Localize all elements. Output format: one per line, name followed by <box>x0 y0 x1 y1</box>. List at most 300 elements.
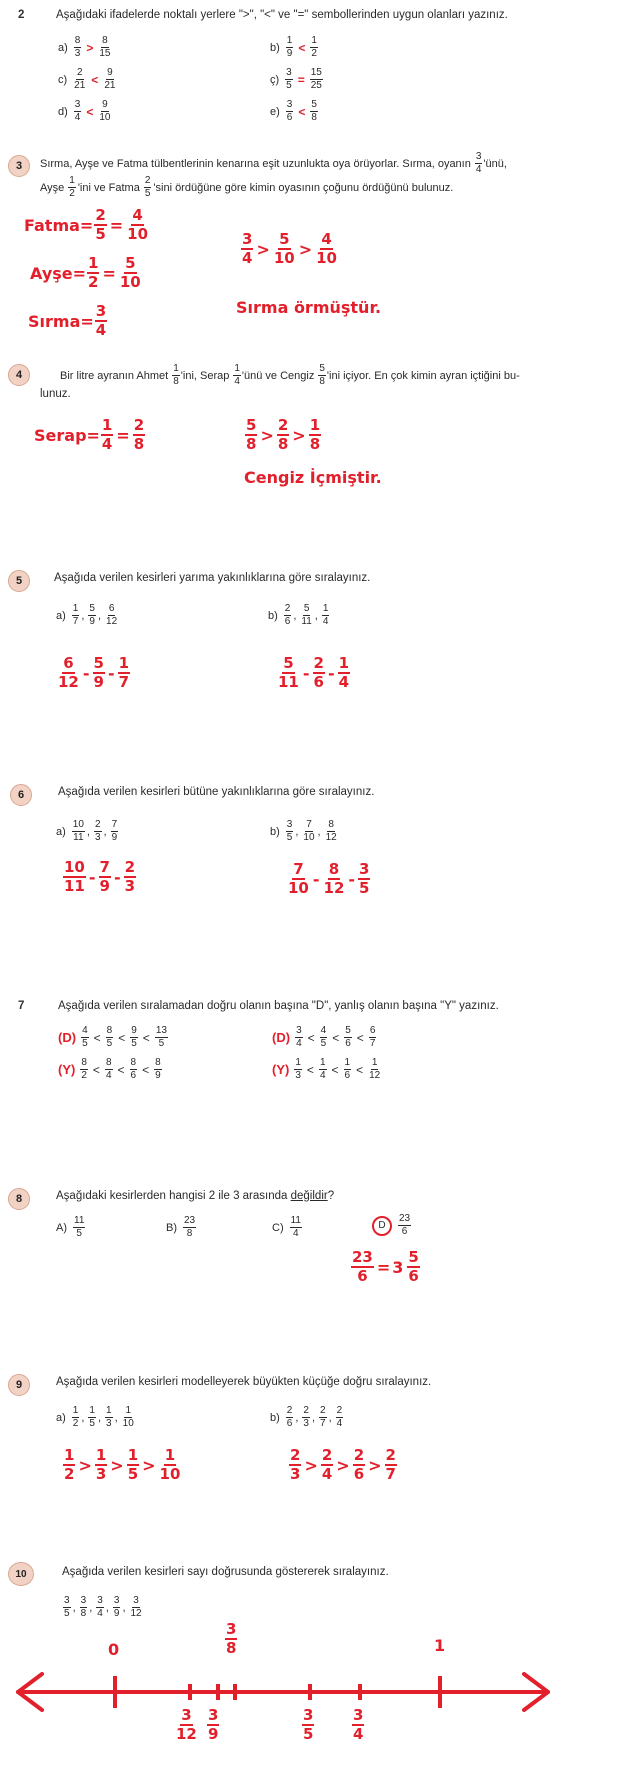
denominator: 21 <box>74 80 86 91</box>
question-3-badge: 3 <box>8 155 30 177</box>
denominator: 10 <box>303 832 315 843</box>
option-label: B) <box>166 1221 177 1234</box>
numerator: 5 <box>319 363 325 374</box>
numerator: 2 <box>286 1405 293 1416</box>
work-label: Fatma= <box>24 215 94 235</box>
denominator: 12 <box>176 1725 197 1743</box>
question-5-badge: 5 <box>8 570 30 592</box>
question-4-badge: 4 <box>8 364 30 386</box>
denominator: 4 <box>322 616 329 627</box>
greater-sign: > <box>298 239 313 259</box>
less-sign: < <box>331 1062 339 1077</box>
numerator: 1 <box>295 1057 301 1068</box>
item-label: b) <box>270 41 280 54</box>
numerator: 5 <box>93 654 104 672</box>
numerator: 6 <box>63 654 74 672</box>
greater-sign: > <box>256 239 270 259</box>
option-label: A) <box>56 1221 67 1234</box>
less-sign: < <box>117 1062 125 1077</box>
text-segment: 'ini ve Fatma <box>77 181 140 194</box>
numerator: 1 <box>101 416 113 434</box>
question-7-number: 7 <box>18 1000 25 1012</box>
denominator: 9 <box>89 616 95 627</box>
q9-given-a: a) $\frac{1}{2}$ , $\frac{1}{5}$ , $\frac{1}{3}$ , $\frac{1}{10}$ <box>56 1405 134 1429</box>
denominator: 7 <box>72 616 79 627</box>
denominator: 7 <box>369 1038 376 1049</box>
question-10-badge: 10 <box>8 1562 34 1586</box>
numerator: 1 <box>322 603 329 614</box>
denominator: 6 <box>344 1070 351 1081</box>
q4-conclusion: Cengiz İçmiştir. <box>244 468 382 487</box>
number-line <box>0 1640 640 1770</box>
numerator: 3 <box>242 230 253 248</box>
numerator: 1 <box>319 1057 326 1068</box>
q7-row-1: ( D ) $\frac{4}{5}$ < $\frac{8}{5}$ < $\frac{9}{5}$ < $\frac{13}{5}$ <box>58 1025 167 1049</box>
q6-answer-a <box>62 860 137 894</box>
item-label: e) <box>270 105 280 118</box>
numerator: 2 <box>320 1405 326 1416</box>
denominator: 6 <box>130 1070 137 1081</box>
text-segment: 'ünü ve Cengiz <box>241 369 315 382</box>
q5-answer-a <box>56 656 131 690</box>
q8-option-d <box>372 1214 412 1237</box>
denominator: 21 <box>104 80 116 91</box>
text-segment: ? <box>327 1190 335 1202</box>
denominator: 3 <box>95 1465 107 1483</box>
number-line-label-3-4 <box>351 1708 365 1742</box>
question-2-text: Aşağıdaki ifadelerde noktalı yerlere ">", "<" ve "=" sembollerinden uygun olanları yazınız. <box>56 9 508 21</box>
denominator: 8 <box>173 376 179 387</box>
numerator: 10 <box>72 819 84 830</box>
greater-sign: > <box>110 1455 124 1475</box>
denominator: 4 <box>353 1725 364 1743</box>
denominator: 3 <box>124 877 136 895</box>
numerator: 5 <box>246 416 257 434</box>
denominator: 5 <box>127 1465 139 1483</box>
greater-sign: > <box>336 1455 350 1475</box>
item-label: d) <box>58 105 68 118</box>
denominator: 15 <box>99 48 111 59</box>
denominator: 2 <box>64 1465 75 1483</box>
numerator: 3 <box>353 1706 364 1724</box>
numerator: 8 <box>328 860 340 878</box>
numerator: 2 <box>353 1446 365 1464</box>
numerator: 1 <box>311 35 317 46</box>
numerator: 2 <box>321 1446 333 1464</box>
denominator: 8 <box>319 376 325 387</box>
equals-sign: = <box>102 263 116 283</box>
numerator: 1 <box>286 35 293 46</box>
item-label: a) <box>56 1411 66 1424</box>
denominator: 4 <box>336 1418 343 1429</box>
text-segment: Aşağıdaki kesirlerden hangisi 2 ile 3 arasında <box>56 1190 288 1202</box>
denominator: 11 <box>301 616 312 627</box>
numerator: 2 <box>385 1446 396 1464</box>
less-sign: < <box>93 1030 101 1045</box>
numerator: 9 <box>102 99 108 110</box>
denominator: 4 <box>475 164 482 175</box>
numerator: 5 <box>303 603 310 614</box>
denominator: 4 <box>319 1070 326 1081</box>
q3-fatma-work <box>24 208 150 242</box>
q7-row-4: ( Y ) $\frac{1}{3}$ < $\frac{1}{4}$ < $\frac{1}{6}$ < $\frac{1}{12}$ <box>272 1057 381 1081</box>
q5-answer-b <box>276 656 351 690</box>
number-line-label-3-9 <box>206 1708 220 1742</box>
q2-item-e <box>270 100 319 123</box>
less-sign: < <box>118 1030 126 1045</box>
number-line-one-label: 1 <box>434 1636 446 1655</box>
numerator: 3 <box>133 1595 139 1606</box>
denominator: 4 <box>97 1608 103 1619</box>
numerator: 1 <box>106 1405 112 1416</box>
answer-mark: D <box>276 1030 286 1045</box>
less-sign: < <box>142 1030 150 1045</box>
numerator: 1 <box>88 254 99 272</box>
less-sign: < <box>356 1030 364 1045</box>
numerator: 8 <box>155 1057 161 1068</box>
dash: - <box>113 867 121 887</box>
answer-mark: D <box>62 1030 72 1045</box>
numerator: 5 <box>89 603 95 614</box>
less-sign: < <box>307 1030 315 1045</box>
numerator: 1 <box>344 1057 351 1068</box>
less-sign: < <box>306 1062 314 1077</box>
denominator: 3 <box>290 1465 301 1483</box>
greater-sign: > <box>78 1455 92 1475</box>
numerator: 1 <box>164 1446 176 1464</box>
equals-sign: = <box>116 425 130 445</box>
numerator: 8 <box>328 819 334 830</box>
equals-sign: = <box>376 1257 391 1277</box>
denominator: 4 <box>242 249 253 267</box>
numerator: 7 <box>293 860 304 878</box>
numerator: 1 <box>234 363 240 374</box>
numerator: 9 <box>107 67 113 78</box>
item-label: a) <box>56 609 66 622</box>
q5-given-a: a) $\frac{1}{7}$ , $\frac{5}{9}$ , $\frac{6}{12}$ <box>56 603 118 627</box>
numerator: 5 <box>311 99 317 110</box>
numerator: 4 <box>82 1025 88 1036</box>
denominator: 5 <box>95 225 106 243</box>
numerator: 8 <box>130 1057 137 1068</box>
numerator: 11 <box>74 1215 85 1226</box>
item-label: a) <box>58 41 68 54</box>
denominator: 2 <box>81 1070 87 1081</box>
numerator: 1 <box>309 416 321 434</box>
less-sign: < <box>356 1062 364 1077</box>
numerator: 23 <box>352 1248 373 1266</box>
item-label: b) <box>270 825 280 838</box>
denominator: 3 <box>94 832 101 843</box>
less-sign: < <box>332 1030 340 1045</box>
text-segment: 'ünü, <box>483 157 507 170</box>
text-segment: Sırma, Ayşe ve Fatma tülbentlerinin kenarına eşit uzunlukta oya örüyorlar. Sırma, oyanın <box>40 157 471 170</box>
denominator: 6 <box>408 1267 419 1285</box>
denominator: 10 <box>288 879 309 897</box>
numerator: 7 <box>99 858 110 876</box>
dash: - <box>88 867 96 887</box>
number-line-label-3-12 <box>174 1708 199 1742</box>
numerator: 3 <box>64 1595 70 1606</box>
numerator: 3 <box>97 1595 103 1606</box>
dash: - <box>302 663 310 683</box>
q7-row-2: ( D ) $\frac{3}{4}$ < $\frac{4}{5}$ < $\frac{5}{6}$ < $\frac{6}{7}$ <box>272 1025 376 1049</box>
q9-given-b: b) $\frac{2}{6}$ , $\frac{2}{3}$ , $\frac{2}{7}$ , $\frac{2}{4}$ <box>270 1405 343 1429</box>
denominator: 3 <box>74 48 81 59</box>
answer-mark: Y <box>276 1062 286 1077</box>
numerator: 2 <box>313 654 324 672</box>
denominator: 9 <box>286 48 293 59</box>
numerator: 1 <box>127 1446 139 1464</box>
greater-sign: > <box>142 1455 156 1475</box>
denominator: 7 <box>320 1418 326 1429</box>
numerator: 1 <box>173 363 179 374</box>
denominator: 2 <box>88 273 99 291</box>
question-7-text: Aşağıda verilen sıralamadan doğru olanın başına "D", yanlış olanın başına "Y" yazınız. <box>58 1000 499 1012</box>
numerator: 8 <box>81 1057 87 1068</box>
text-segment: 'ini içiyor. En çok kimin ayran içtiğini bu- <box>326 369 520 382</box>
text-segment: 'sini ördüğüne göre kimin oyasının çoğunu ördüğünü bulunuz. <box>153 181 454 194</box>
q8-option-c <box>272 1216 303 1239</box>
item-label: b) <box>268 609 278 622</box>
q2-item-a <box>58 36 112 59</box>
numerator: 5 <box>283 654 294 672</box>
numerator: 1 <box>95 1446 107 1464</box>
question-6-text: Aşağıda verilen kesirleri bütüne yakınlıklarına göre sıralayınız. <box>58 786 375 798</box>
q4-order-work <box>244 418 322 452</box>
option-label: C) <box>272 1221 284 1234</box>
question-2-number: 2 <box>18 9 25 21</box>
denominator: 7 <box>385 1465 396 1483</box>
numerator: 5 <box>345 1025 351 1036</box>
denominator: 12 <box>323 879 345 897</box>
denominator: 6 <box>401 1226 408 1237</box>
denominator: 8 <box>309 435 321 453</box>
denominator: 12 <box>130 1608 142 1619</box>
numerator: 2 <box>336 1405 343 1416</box>
question-6-badge: 6 <box>10 784 32 806</box>
numerator: 15 <box>310 67 322 78</box>
denominator: 9 <box>208 1725 219 1743</box>
denominator: 8 <box>80 1608 87 1619</box>
numerator: 2 <box>284 603 291 614</box>
denominator: 5 <box>303 1725 314 1743</box>
numerator: 8 <box>102 35 108 46</box>
numerator: 3 <box>286 67 292 78</box>
item-label: c) <box>58 73 68 86</box>
item-label: ç) <box>270 73 280 86</box>
denominator: 5 <box>131 1038 137 1049</box>
numerator: 3 <box>208 1706 219 1724</box>
denominator: 2 <box>311 48 317 59</box>
q8-work <box>350 1250 421 1284</box>
denominator: 10 <box>316 249 337 267</box>
item-label: b) <box>270 1411 280 1424</box>
numerator: 7 <box>306 819 312 830</box>
q4-serap-work <box>34 418 146 452</box>
denominator: 6 <box>284 616 291 627</box>
numerator: 3 <box>181 1706 192 1724</box>
denominator: 8 <box>277 435 289 453</box>
number-line-label-3-5 <box>301 1708 315 1742</box>
numerator: 4 <box>320 1025 327 1036</box>
q5-given-b: b) $\frac{2}{6}$ , $\frac{5}{11}$ , $\frac{1}{4}$ <box>268 603 329 627</box>
numerator: 1 <box>371 1057 378 1068</box>
denominator: 9 <box>111 832 118 843</box>
q8-option-b <box>166 1216 197 1239</box>
circled-option-label: D <box>372 1216 392 1236</box>
numerator: 2 <box>290 1446 301 1464</box>
denominator: 8 <box>226 1639 237 1657</box>
denominator: 5 <box>106 1038 113 1049</box>
dash: - <box>82 663 90 683</box>
numerator: 2 <box>95 206 106 224</box>
numerator: 1 <box>338 654 350 672</box>
work-label: Sırma= <box>28 311 94 331</box>
denominator: 10 <box>122 1418 134 1429</box>
denominator: 11 <box>278 673 299 691</box>
denominator: 4 <box>234 376 240 387</box>
numerator: 1 <box>118 654 130 672</box>
denominator: 4 <box>74 112 81 123</box>
numerator: 2 <box>133 416 145 434</box>
numerator: 3 <box>475 151 482 162</box>
denominator: 12 <box>369 1070 381 1081</box>
denominator: 6 <box>286 112 293 123</box>
numerator: 2 <box>303 1405 309 1416</box>
denominator: 5 <box>89 1418 95 1429</box>
greater-sign: > <box>368 1455 382 1475</box>
numerator: 9 <box>131 1025 137 1036</box>
equals-sign: = <box>109 215 124 235</box>
number-line-above-label <box>224 1622 238 1656</box>
denominator: 4 <box>296 1038 302 1049</box>
numerator: 1 <box>72 603 79 614</box>
denominator: 4 <box>338 673 350 691</box>
numerator: 3 <box>226 1620 237 1638</box>
denominator: 2 <box>72 1418 79 1429</box>
denominator: 5 <box>144 188 151 199</box>
numerator: 6 <box>108 603 115 614</box>
denominator: 9 <box>99 877 110 895</box>
denominator: 4 <box>105 1070 112 1081</box>
question-3-line-2 <box>40 176 453 199</box>
numerator: 23 <box>184 1215 196 1226</box>
numerator: 2 <box>76 67 83 78</box>
work-label: Ayşe= <box>30 263 87 283</box>
less-sign: < <box>92 1062 100 1077</box>
numerator: 4 <box>321 230 332 248</box>
denominator: 4 <box>95 321 107 339</box>
work-label: Serap= <box>34 425 100 445</box>
q6-answer-b <box>286 862 371 896</box>
numerator: 2 <box>124 858 136 876</box>
q10-given-fractions: $\frac{3}{5}$ , $\frac{3}{8}$ , $\frac{3}{4}$ , $\frac{3}{9}$ , $\frac{3}{12}$ <box>64 1595 142 1619</box>
denominator: 5 <box>286 80 292 91</box>
q6-given-b: b) $\frac{3}{5}$ , $\frac{7}{10}$ , $\frac{8}{12}$ <box>270 819 337 843</box>
numerator: 3 <box>296 1025 302 1036</box>
answer-symbol: < <box>298 40 306 55</box>
denominator: 8 <box>186 1228 193 1239</box>
question-3-line-1 <box>40 152 507 175</box>
numerator: 3 <box>303 1706 314 1724</box>
denominator: 11 <box>64 877 85 895</box>
answer-symbol: > <box>86 40 94 55</box>
q2-item-b <box>270 36 319 59</box>
denominator: 4 <box>293 1228 299 1239</box>
denominator: 6 <box>286 1418 293 1429</box>
numerator: 3 <box>286 819 293 830</box>
q3-ayse-work <box>30 256 143 290</box>
denominator: 3 <box>303 1418 309 1429</box>
numerator: 2 <box>144 175 151 186</box>
q2-item-d <box>58 100 112 123</box>
denominator: 10 <box>99 112 111 123</box>
q6-given-a: a) $\frac{10}{11}$ , $\frac{2}{3}$ , $\frac{7}{9}$ <box>56 819 118 843</box>
numerator: 3 <box>95 302 107 320</box>
q3-sirma-work <box>28 304 108 338</box>
question-5-text: Aşağıda verilen kesirleri yarıma yakınlıklarına göre sıralayınız. <box>54 572 371 584</box>
numerator: 2 <box>94 819 101 830</box>
item-label: a) <box>56 825 66 838</box>
greater-sign: > <box>260 425 274 445</box>
denominator: 4 <box>321 1465 333 1483</box>
numerator: 5 <box>408 1248 419 1266</box>
numerator: 8 <box>106 1025 113 1036</box>
answer-mark: Y <box>62 1062 72 1077</box>
denominator: 5 <box>158 1038 165 1049</box>
denominator: 5 <box>76 1228 82 1239</box>
denominator: 9 <box>113 1608 120 1619</box>
denominator: 10 <box>273 249 295 267</box>
greater-sign: > <box>292 425 306 445</box>
q2-item-c <box>58 68 117 91</box>
numerator: 3 <box>113 1595 120 1606</box>
q8-option-a <box>56 1216 86 1239</box>
numerator: 3 <box>74 99 81 110</box>
numerator: 1 <box>69 175 75 186</box>
denominator: 12 <box>106 616 118 627</box>
text-segment: 'ini, Serap <box>180 369 230 382</box>
numerator: 11 <box>290 1215 301 1226</box>
q3-conclusion: Sırma örmüştür. <box>236 298 382 317</box>
denominator: 10 <box>119 273 141 291</box>
numerator: 4 <box>132 206 143 224</box>
numerator: 1 <box>64 1446 75 1464</box>
q9-answer-a <box>62 1448 182 1482</box>
text-segment: Bir litre ayranın Ahmet <box>60 369 169 382</box>
q9-answer-b <box>288 1448 398 1482</box>
answer-symbol: < <box>86 104 94 119</box>
numerator: 7 <box>111 819 118 830</box>
greater-sign: > <box>304 1455 318 1475</box>
less-sign: < <box>142 1062 150 1077</box>
numerator: 23 <box>399 1213 411 1224</box>
q7-row-3: ( Y ) $\frac{8}{2}$ < $\frac{8}{4}$ < $\frac{8}{6}$ < $\frac{8}{9}$ <box>58 1057 161 1081</box>
question-4-line-1 <box>60 364 520 387</box>
denominator: 9 <box>155 1070 161 1081</box>
dash: - <box>107 663 115 683</box>
numerator: 8 <box>74 35 81 46</box>
numerator: 2 <box>277 416 289 434</box>
numerator: 13 <box>155 1025 167 1036</box>
underlined-word: değildir <box>290 1190 328 1202</box>
denominator: 8 <box>246 435 257 453</box>
q3-order-work <box>240 232 339 266</box>
answer-symbol: < <box>298 104 306 119</box>
numerator: 10 <box>64 858 85 876</box>
numerator: 8 <box>105 1057 112 1068</box>
